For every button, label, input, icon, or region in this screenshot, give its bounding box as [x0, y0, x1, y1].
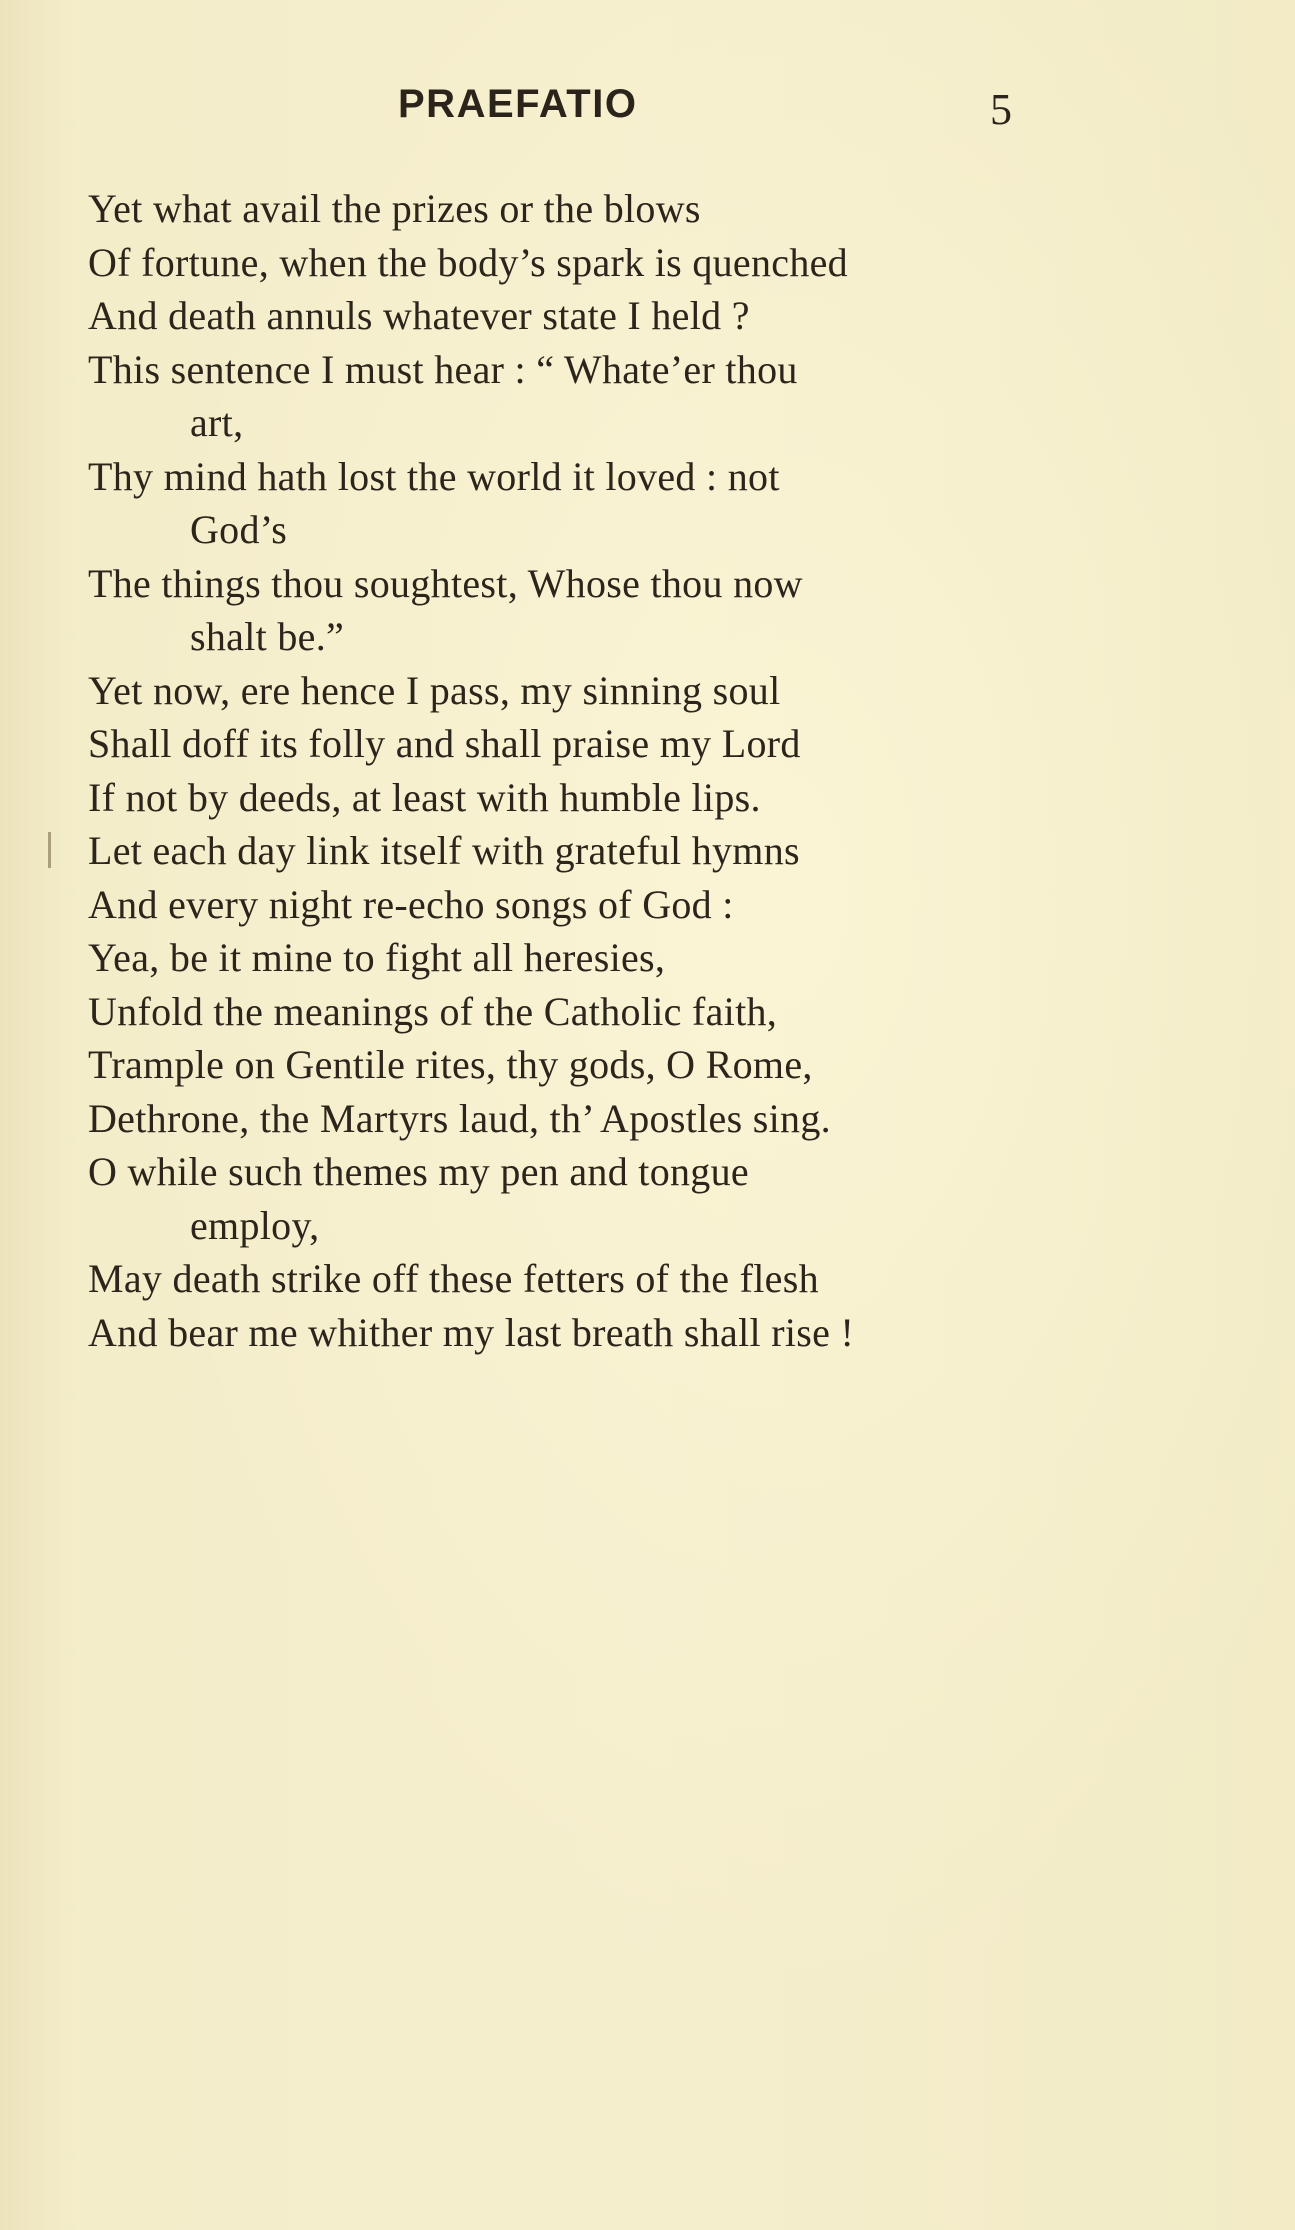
- verse-line: Let each day link itself with grateful hymns: [88, 828, 800, 873]
- verse-line: If not by deeds, at least with humble lips.: [88, 774, 761, 820]
- verse-line: And bear me whither my last breath shall rise !: [88, 1309, 855, 1355]
- verse-line-continuation: God’s: [190, 507, 288, 552]
- verse-block: [88, 182, 1018, 1359]
- verse-line: And every night re-echo songs of God :: [88, 881, 734, 927]
- verse-line: Yet what avail the prizes or the blows: [88, 186, 701, 231]
- verse-line: Dethrone, the Martyrs laud, th’ Apostles sing.: [88, 1095, 831, 1141]
- verse-line: O while such themes my pen and tongue: [88, 1149, 749, 1194]
- verse-line: Shall doff its folly and shall praise my Lord: [88, 721, 801, 766]
- verse-line: Trample on Gentile rites, thy gods, O Rome,: [88, 1042, 813, 1087]
- verse-line: And death annuls whatever state I held ?: [88, 293, 750, 338]
- page-header: [0, 82, 1295, 142]
- verse-line: Unfold the meanings of the Catholic faith,: [88, 988, 778, 1034]
- verse-line-continuation: shalt be.”: [190, 614, 345, 659]
- verse-line: Of fortune, when the body’s spark is quenched: [88, 239, 848, 285]
- verse-line: May death strike off these fetters of the flesh: [88, 1256, 819, 1301]
- verse-line: Yet now, ere hence I pass, my sinning soul: [88, 667, 781, 713]
- verse-line-continuation: employ,: [190, 1202, 320, 1248]
- verse-line: This sentence I must hear : “ Whate’er thou: [88, 346, 798, 392]
- running-title: PRAEFATIO: [398, 82, 638, 126]
- verse-line: Thy mind hath lost the world it loved : not: [88, 453, 780, 499]
- verse-line: The things thou soughtest, Whose thou now: [88, 560, 803, 606]
- page-number: 5: [990, 85, 1012, 134]
- margin-mark: [48, 832, 51, 868]
- verse-line-continuation: art,: [190, 400, 244, 445]
- verse-line: Yea, be it mine to fight all heresies,: [88, 935, 666, 980]
